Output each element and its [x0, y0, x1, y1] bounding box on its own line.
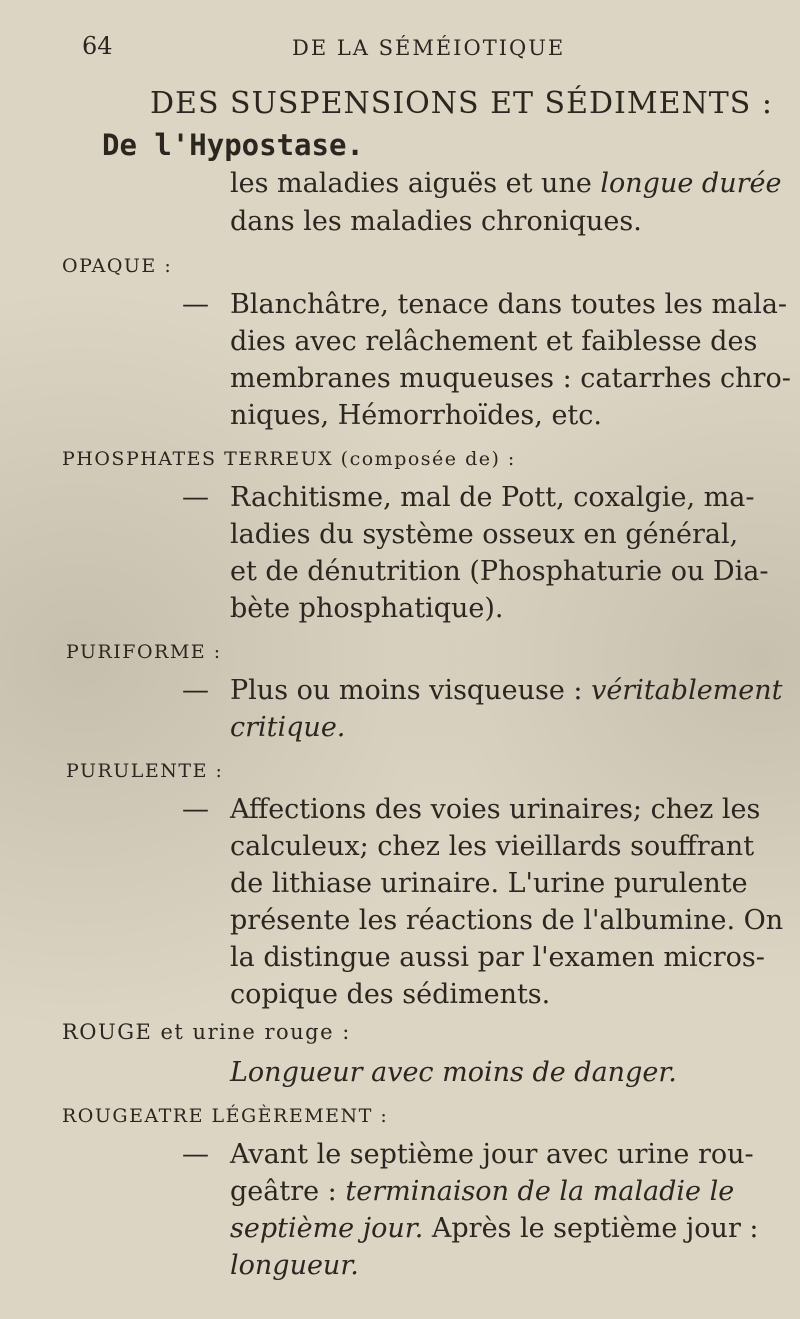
entry-line: bète phosphatique). — [230, 593, 504, 624]
entry-dash: — — [182, 289, 209, 320]
entry-line: ladies du système osseux en général, — [230, 519, 739, 550]
entry-line: Affections des voies urinaires; chez les — [230, 794, 761, 825]
entry-line — [230, 675, 783, 706]
entry-emphasis: septième jour. — [230, 1213, 424, 1244]
entry-line — [230, 1176, 734, 1207]
entry-line: et de dénutrition (Phosphaturie ou Dia- — [230, 556, 769, 587]
entry-line: critique. — [230, 712, 346, 743]
intro-emphasis: longue durée — [600, 168, 782, 199]
entry-emphasis: terminaison de la maladie le — [345, 1176, 735, 1207]
entry-label-puriforme: PURIFORME : — [66, 641, 222, 663]
entry-line: dies avec relâchement et faiblesse des — [230, 326, 758, 357]
entry-line: niques, Hémorrhoïdes, etc. — [230, 400, 602, 431]
entry-line — [230, 1213, 759, 1244]
section-title: DES SUSPENSIONS ET SÉDIMENTS : — [150, 86, 773, 121]
entry-text: Après le septième jour : — [423, 1213, 759, 1244]
entry-label-opaque: OPAQUE : — [62, 255, 173, 277]
entry-text: geâtre : — [230, 1176, 346, 1207]
entry-label-rougeatre: ROUGEATRE LÉGÈREMENT : — [62, 1105, 389, 1127]
entry-line: longueur. — [230, 1250, 359, 1281]
intro-line-2: dans les maladies chroniques. — [230, 206, 642, 237]
entry-emphasis: véritablement — [591, 675, 783, 706]
entry-line: calculeux; chez les vieillards souffrant — [230, 831, 755, 862]
entry-line: Blanchâtre, tenace dans toutes les mala- — [230, 289, 788, 320]
entry-text: Plus ou moins visqueuse : — [230, 675, 592, 706]
entry-label-rouge: ROUGE et urine rouge : — [62, 1020, 351, 1044]
entry-line: la distingue aussi par l'examen micros- — [230, 942, 765, 973]
intro-text: les maladies aiguës et une — [230, 168, 601, 199]
intro-line-1 — [230, 168, 781, 199]
running-head: DE LA SÉMÉIOTIQUE — [292, 36, 566, 60]
entry-dash: — — [182, 675, 209, 706]
entry-line: Longueur avec moins de danger. — [230, 1057, 677, 1088]
entry-line: membranes muqueuses : catarrhes chro- — [230, 363, 791, 394]
entry-line: Avant le septième jour avec urine rou- — [230, 1139, 754, 1170]
entry-line: Rachitisme, mal de Pott, coxalgie, ma- — [230, 482, 755, 513]
entry-label-phosphates: PHOSPHATES TERREUX (composée de) : — [62, 448, 516, 470]
entry-label-purulente: PURULENTE : — [66, 760, 224, 782]
entry-dash: — — [182, 1139, 209, 1170]
page-number: 64 — [82, 32, 113, 60]
entry-line: de lithiase urinaire. L'urine purulente — [230, 868, 748, 899]
entry-line: copique des sédiments. — [230, 979, 551, 1010]
entry-dash: — — [182, 482, 209, 513]
entry-dash: — — [182, 794, 209, 825]
section-subtitle: De l'Hypostase. — [102, 128, 364, 162]
entry-line: présente les réactions de l'albumine. On — [230, 905, 784, 936]
